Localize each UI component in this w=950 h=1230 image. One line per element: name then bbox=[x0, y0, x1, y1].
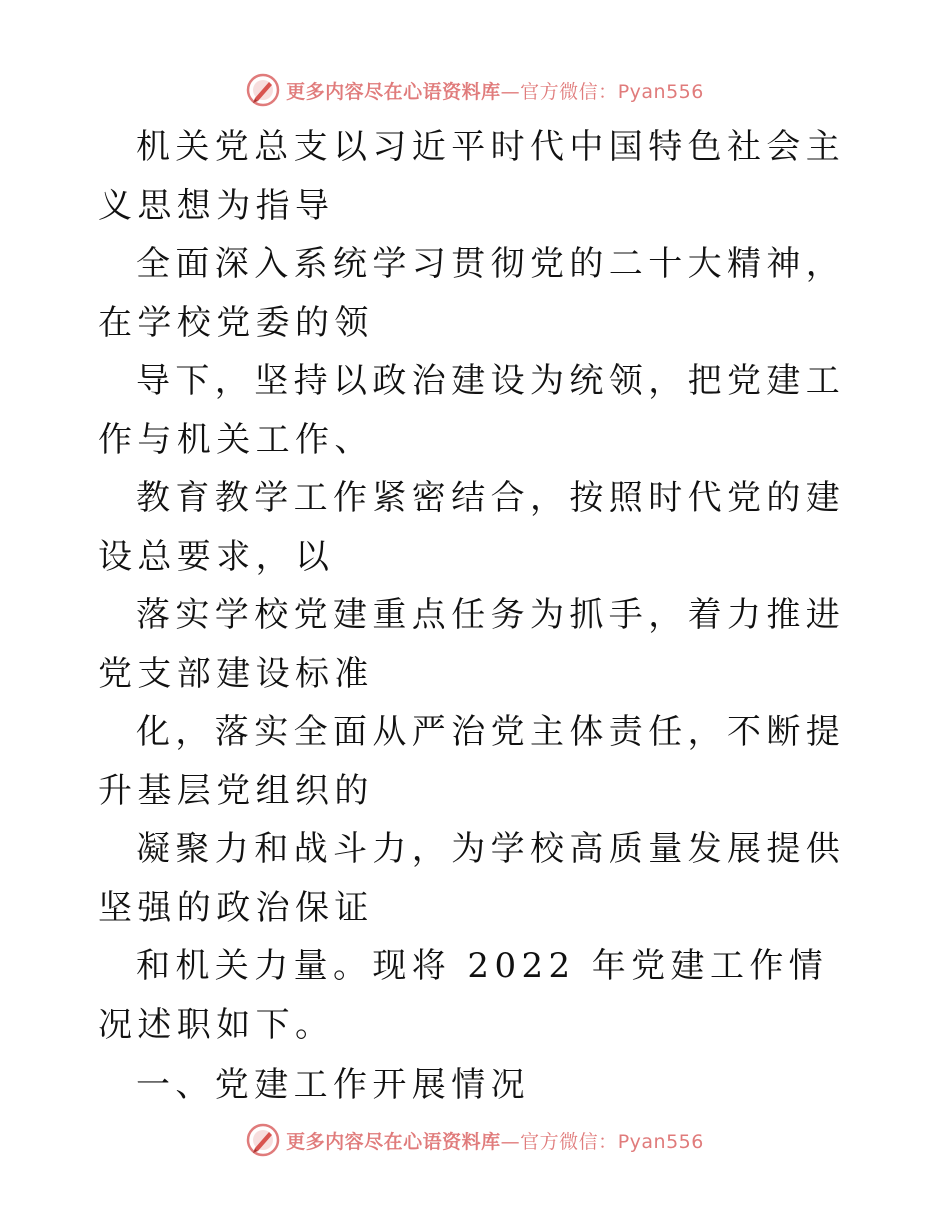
watermark-separator: — bbox=[500, 80, 521, 103]
watermark-wechat-label: 官方微信： bbox=[520, 1130, 618, 1153]
paragraph-5: 落实学校党建重点任务为抓手，着力推进党支部建设标准 bbox=[98, 595, 846, 694]
paragraph-2: 全面深入系统学习贯彻党的二十大精神，在学校党委的领 bbox=[98, 244, 846, 343]
watermark-text bbox=[286, 1127, 704, 1154]
section-heading: 一、党建工作开展情况 bbox=[136, 1065, 530, 1105]
paragraph-7: 凝聚力和战斗力，为学校高质量发展提供坚强的政治保证 bbox=[98, 829, 846, 928]
watermark-separator: — bbox=[500, 1130, 521, 1153]
watermark-text bbox=[286, 77, 704, 104]
paragraph-1: 机关党总支以习近平时代中国特色社会主义思想为指导 bbox=[98, 127, 846, 226]
pen-seal-logo-icon bbox=[246, 73, 280, 107]
watermark-wechat-id: Pyan556 bbox=[617, 80, 704, 103]
paragraph-4: 教育教学工作紧密结合，按照时代党的建设总要求，以 bbox=[98, 478, 846, 577]
watermark-site: 更多内容尽在心语资料库 bbox=[286, 80, 501, 103]
header-watermark bbox=[0, 70, 950, 110]
paragraph-6: 化，落实全面从严治党主体责任，不断提升基层党组织的 bbox=[98, 712, 846, 811]
paragraph-8: 和机关力量。现将 2022 年党建工作情况述职如下。 bbox=[98, 946, 829, 1045]
watermark-wechat-label: 官方微信： bbox=[520, 80, 618, 103]
paragraph-3: 导下，坚持以政治建设为统领，把党建工作与机关工作、 bbox=[98, 361, 846, 460]
document-body bbox=[98, 118, 854, 1115]
watermark-wechat-id: Pyan556 bbox=[617, 1130, 704, 1153]
watermark-site: 更多内容尽在心语资料库 bbox=[286, 1130, 501, 1153]
footer-watermark bbox=[0, 1120, 950, 1160]
pen-seal-logo-icon bbox=[246, 1123, 280, 1157]
